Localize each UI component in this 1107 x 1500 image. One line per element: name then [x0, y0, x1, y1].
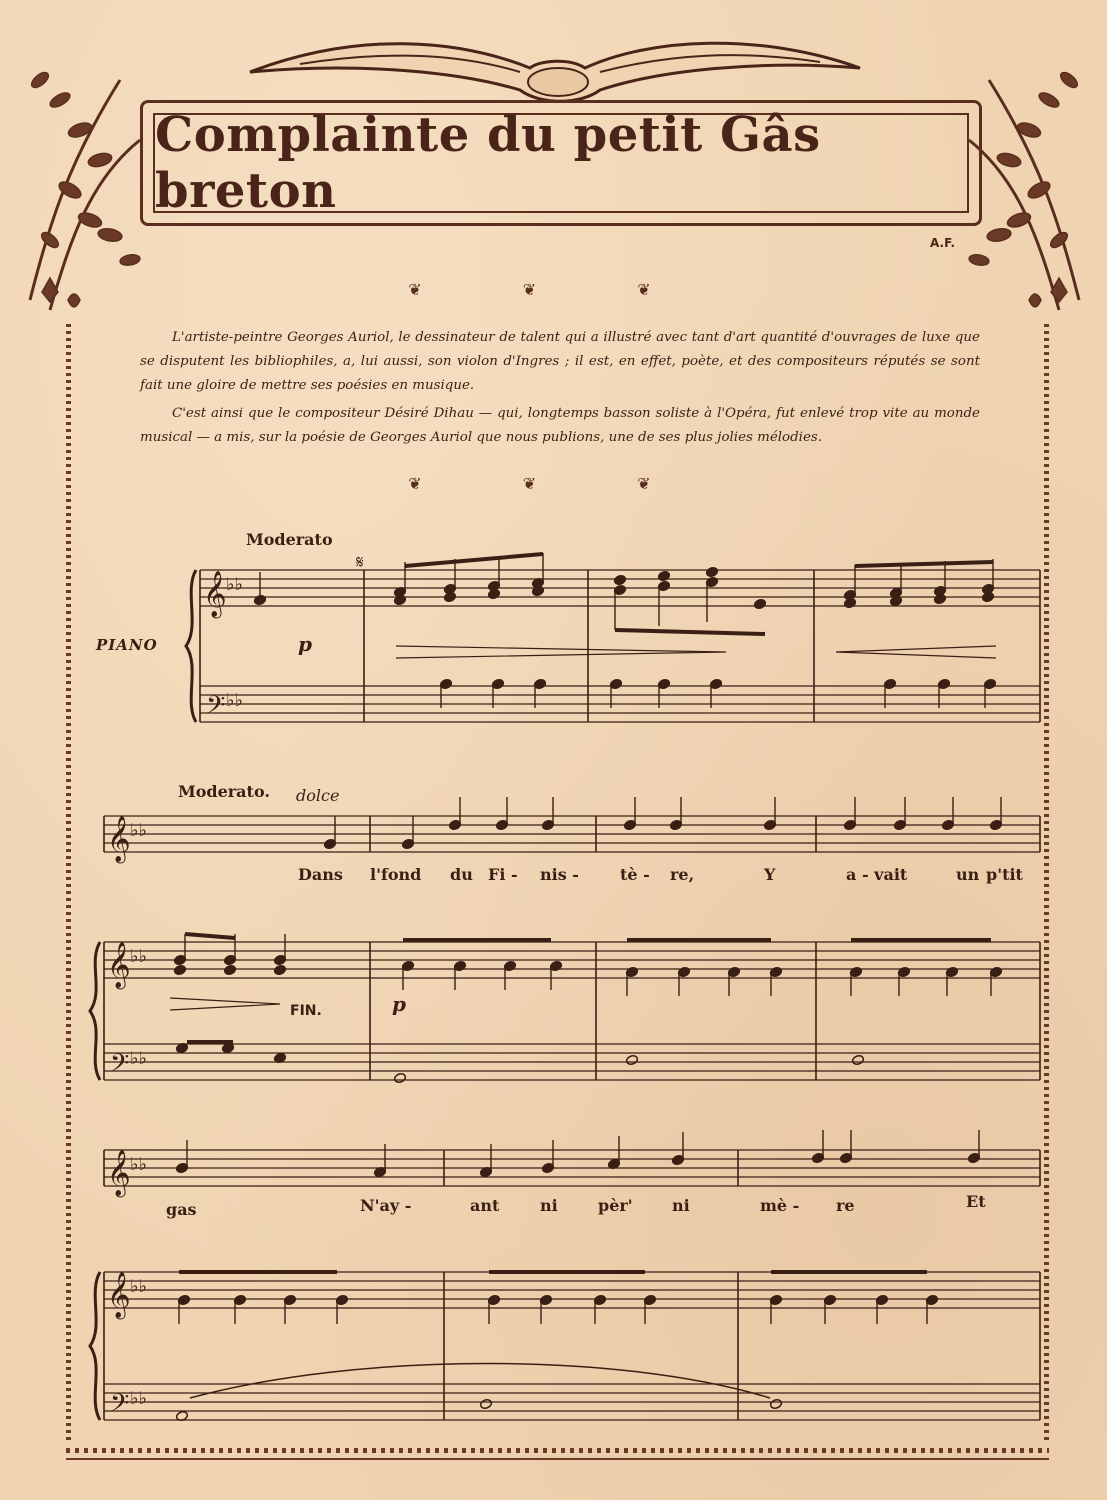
bass-clef-icon: 𝄢 — [206, 691, 226, 726]
dynamic-piano-intro: p — [298, 632, 312, 656]
notehead — [769, 1398, 782, 1409]
lyric-word: nis - — [540, 865, 579, 884]
lyric-word: p'tit — [986, 865, 1023, 884]
treble-clef-icon: 𝄞 — [203, 571, 227, 617]
intro-paragraph-2: C'est ainsi que le compositeur Désiré Dihau — qui, longtemps basson soliste à l'Opéra, fut enlevé trop vite au monde musical — a mis, sur la poésie de Georges Auriol que nous publions, une de ses plus jolies mélodies. — [140, 406, 980, 445]
notehead — [273, 964, 286, 975]
ornament-divider-top: ❦ ❦ ❦ — [408, 280, 699, 299]
notehead — [753, 598, 766, 609]
lyric-word: a - vait — [846, 865, 908, 884]
diminuendo-hairpin — [396, 646, 726, 658]
lyric-word: Fi - — [488, 865, 518, 884]
tempo-marking-song: Moderato. — [178, 782, 270, 801]
notehead — [625, 1054, 638, 1065]
treble-clef-icon: 𝄞 — [107, 1150, 131, 1196]
dynamic-piano-song: p — [392, 992, 406, 1016]
lyric-word: du — [450, 865, 473, 884]
staff-brace — [186, 570, 196, 722]
notehead — [223, 964, 236, 975]
lyric-word: re — [836, 1196, 855, 1215]
notehead — [657, 570, 670, 581]
notehead — [479, 1398, 492, 1409]
fin-marking: FIN. — [290, 1003, 322, 1019]
diminuendo-hairpin — [170, 998, 280, 1010]
lyric-word: ni — [672, 1196, 690, 1215]
bass-clef-icon: 𝄢 — [110, 1049, 130, 1084]
lyric-word: Y — [764, 865, 776, 884]
artist-signature: A.F. — [930, 236, 956, 250]
crescendo-hairpin — [836, 646, 996, 658]
page-title: Complainte du petit Gâs breton — [155, 107, 821, 219]
note-beam — [855, 562, 993, 566]
staff-brace — [90, 1272, 100, 1420]
lyric-word: pèr' — [598, 1196, 633, 1215]
note-beam — [615, 630, 765, 634]
notehead — [705, 566, 718, 577]
key-signature-flats: ♭♭ — [130, 1048, 147, 1069]
segno-icon: 𝄋 — [356, 552, 364, 573]
lyric-word: gas — [166, 1200, 197, 1219]
key-signature-flats: ♭♭ — [130, 1276, 147, 1297]
intro-paragraph-1: L'artiste-peintre Georges Auriol, le dessinateur de talent qui a illustré avec tant d'art quantité d'ouvrages de luxe que se disputent les bibliophiles, a, lui aussi, son violon d'Ingres ; il est, en effet, poète, et des compositeurs réputés se sont fait une gloire de mettre ses poésies en musique. — [140, 330, 980, 393]
bass-clef-icon: 𝄢 — [110, 1389, 130, 1424]
lyric-word: ni — [540, 1196, 558, 1215]
treble-clef-icon: 𝄞 — [107, 816, 131, 862]
tempo-marking-intro: Moderato — [246, 530, 333, 549]
staff-brace — [90, 942, 100, 1080]
key-signature-flats: ♭♭ — [130, 1388, 147, 1409]
treble-clef-icon: 𝄞 — [107, 1272, 131, 1318]
notehead — [393, 1072, 406, 1083]
key-signature-flats: ♭♭ — [130, 1154, 147, 1175]
key-signature-flats: ♭♭ — [130, 820, 147, 841]
notehead — [613, 574, 626, 585]
lyric-word: Et — [966, 1192, 986, 1211]
lyric-word: mè - — [760, 1196, 800, 1215]
lyric-word: tè - — [620, 865, 650, 884]
lyric-word: N'ay - — [360, 1196, 412, 1215]
key-signature-flats: ♭♭ — [130, 946, 147, 967]
note-beam — [185, 934, 235, 938]
notehead — [851, 1054, 864, 1065]
dolce-marking: dolce — [296, 786, 340, 805]
ornament-divider-bottom: ❦ ❦ ❦ — [408, 474, 699, 493]
key-signature-flats: ♭♭ — [226, 690, 243, 711]
lyric-word: re, — [670, 865, 695, 884]
lyric-word: ant — [470, 1196, 500, 1215]
lyric-word: l'fond — [370, 865, 422, 884]
treble-clef-icon: 𝄞 — [107, 942, 131, 988]
lyric-word: un — [956, 865, 980, 884]
note-beam — [405, 554, 543, 566]
key-signature-flats: ♭♭ — [226, 574, 243, 595]
lyric-word: Dans — [298, 865, 343, 884]
piano-label: PIANO — [96, 636, 158, 654]
notehead — [173, 964, 186, 975]
